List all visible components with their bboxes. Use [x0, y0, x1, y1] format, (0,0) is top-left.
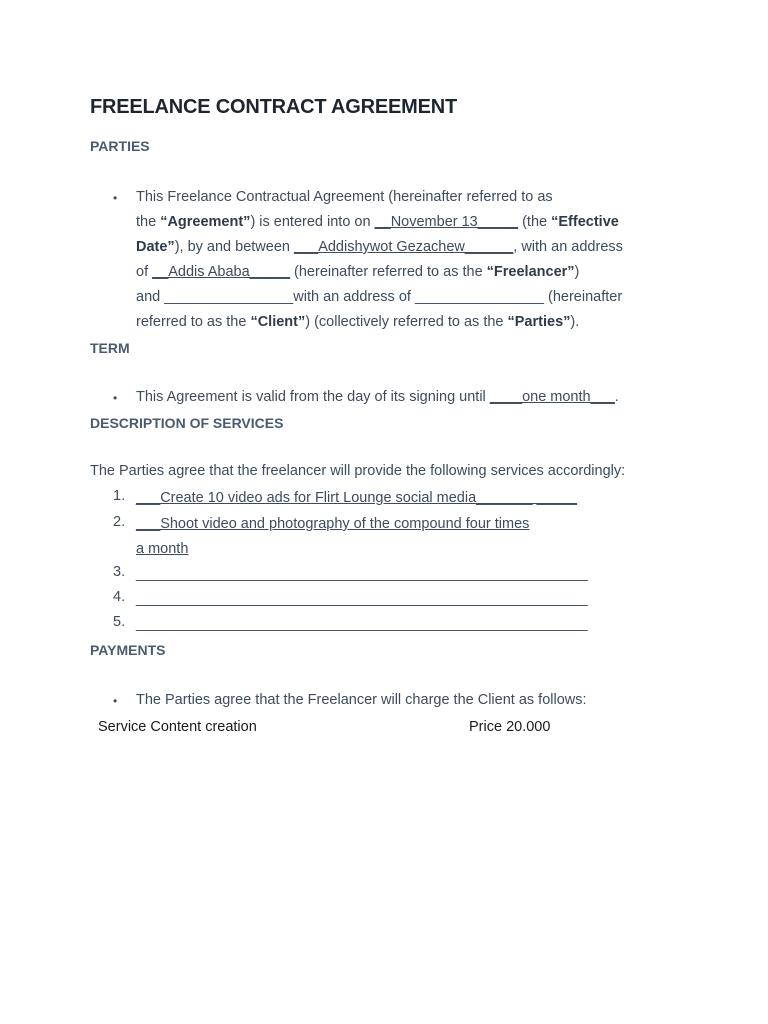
heading-description-of-services: DESCRIPTION OF SERVICES	[90, 415, 284, 431]
payments-line: The Parties agree that the Freelancer will charge the Client as follows:	[136, 692, 587, 708]
bullet: •	[113, 694, 118, 708]
list-number: 3.	[113, 564, 126, 580]
service-item-5: ________________________________________________________	[136, 616, 588, 632]
services-intro: The Parties agree that the freelancer will provide the following services accordingly:	[90, 463, 626, 479]
list-number: 1.	[113, 488, 126, 504]
service-item-3: ________________________________________________________	[136, 566, 588, 582]
parties-line-2: the “Agreement”) is entered into on __November 13_____ (the “Effective	[136, 214, 619, 230]
term-parties: “Parties”	[507, 314, 571, 330]
service-item-4: ________________________________________________________	[136, 591, 588, 607]
freelancer-name-field: ___Addishywot Gezachew______	[294, 239, 514, 255]
list-number: 2.	[113, 514, 126, 530]
service-item-2-continued: a month	[136, 541, 189, 557]
parties-line-6: referred to as the “Client”) (collectively referred to as the “Parties”).	[136, 314, 580, 330]
list-number: 5.	[113, 614, 126, 630]
parties-line-4: of __Addis Ababa_____ (hereinafter referred to as the “Freelancer”)	[136, 264, 580, 280]
parties-line-1: This Freelance Contractual Agreement (hereinafter referred to as	[136, 189, 553, 205]
effective-date-field: __November 13_____	[374, 214, 519, 230]
list-number: 4.	[113, 589, 126, 605]
bullet: •	[113, 391, 118, 405]
term-freelancer: “Freelancer”	[486, 264, 575, 280]
term-duration-field: ____one month___	[489, 389, 615, 405]
freelancer-address-field: __Addis Ababa_____	[152, 264, 291, 280]
service-item-2: ___Shoot video and photography of the compound four times	[136, 516, 530, 532]
payment-price-cell: Price 20.000	[469, 719, 551, 735]
parties-line-3: Date”), by and between ___Addishywot Gezachew______, with an address	[136, 239, 623, 255]
term-agreement: “Agreement”	[160, 214, 251, 230]
document-title: FREELANCE CONTRACT AGREEMENT	[90, 96, 457, 118]
payment-service-cell: Service Content creation	[98, 719, 257, 735]
heading-payments: PAYMENTS	[90, 642, 166, 658]
bullet: •	[113, 191, 118, 205]
parties-line-5: and ________________with an address of ________________ (hereinafter	[136, 289, 623, 305]
term-client: “Client”	[250, 314, 306, 330]
service-item-1: ___Create 10 video ads for Flirt Lounge social media_______ _____	[136, 490, 577, 506]
term-line: This Agreement is valid from the day of its signing until ____one month___.	[136, 389, 619, 405]
heading-parties: PARTIES	[90, 138, 150, 154]
heading-term: TERM	[90, 340, 130, 356]
